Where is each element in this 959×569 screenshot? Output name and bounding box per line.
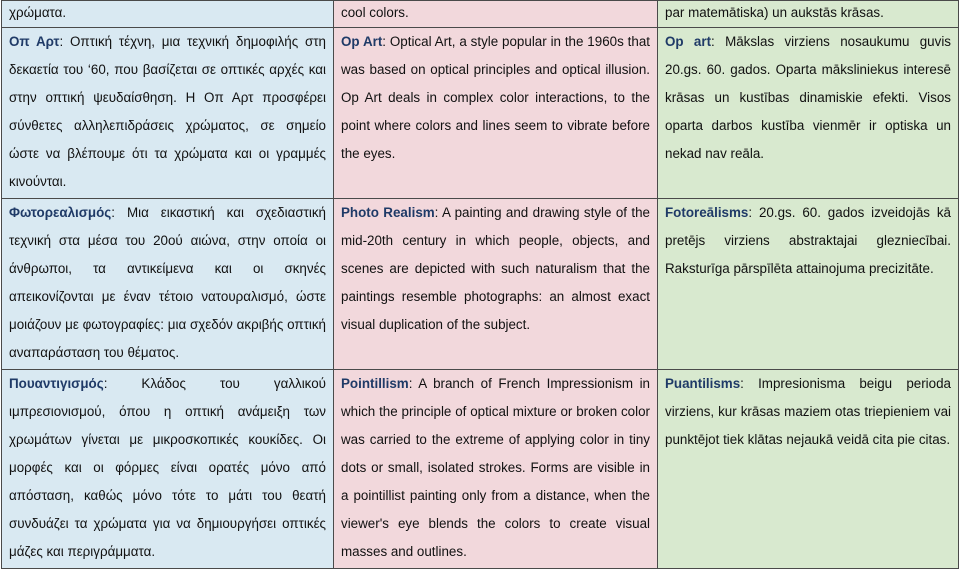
term-english: Op Art [341,34,383,49]
table-row [2,28,959,199]
table-row [2,199,959,370]
term-latvian: Op art [665,34,712,49]
cell-latvian [658,199,959,370]
definition-english: : Optical Art, a style popular in the 1960s that was based on optical principles and optical illusion. Op Art deals in complex color interactions, to the point where colors and lines seem to vibrate before the eyes. [341,34,650,161]
definition-english: cool colors. [341,5,409,20]
definition-greek: : Κλάδος του γαλλικού ιμπρεσιονισμού, όπου η οπτική ανάμειξη των χρωμάτων γίνεται με μικροσκοπικές κουκίδες. Οι μορφές και οι φόρμες είναι ορατές μόνο από απόσταση, καθώς μόνο τότε το μάτι του θεατή συνδυάζει τα χρώματα για να δημιουργήσει οπτικές μάζες και περιγράμματα. [9,376,326,559]
cell-greek [2,370,334,569]
cell-latvian [658,28,959,199]
term-english: Photo Realism [341,205,435,220]
cell-english [334,370,658,569]
glossary-table [1,0,959,569]
cell-english [334,28,658,199]
table-row [2,370,959,569]
table-row [2,1,959,28]
term-english: Pointillism [341,376,409,391]
cell-greek [2,1,334,28]
term-greek: Οπ Αρτ [9,34,60,49]
cell-latvian [658,1,959,28]
cell-english [334,1,658,28]
term-greek: Φωτορεαλισμός [9,205,112,220]
definition-latvian: : Impresionisma beigu perioda virziens, kur krāsas maziem otas triepieniem vai punktējot tiek klātas nejaukā veidā cita pie citas. [665,376,951,447]
term-latvian: Puantilisms [665,376,741,391]
cell-english [334,199,658,370]
definition-latvian: : 20.gs. 60. gados izveidojās kā pretējs virziens abstraktajai glezniecībai. Raksturīga pārspīlēta attainojuma precizitāte. [665,205,951,276]
cell-greek [2,199,334,370]
term-latvian: Fotoreālisms [665,205,749,220]
definition-latvian: : Mākslas virziens nosaukumu guvis 20.gs. 60. gados. Oparta māksliniekus interesē krāsas un kustības dinamiskie efekti. Visos oparta darbos kustība vienmēr ir optiska un nekad nav reāla. [665,34,951,161]
definition-latvian: par matemātiska) un aukstās krāsas. [665,5,884,20]
definition-greek: : Μια εικαστική και σχεδιαστική τεχνική στα μέσα του 20ού αιώνα, στην οποία οι άνθρωποι, τα αντικείμενα και οι σκηνές απεικονίζονται με έναν τέτοιο νατουραλισμό, ώστε μοιάζουν με φωτογραφίες: μια σχεδόν ακριβής οπτική αναπαράσταση του θέματος. [9,205,326,360]
definition-greek: χρώματα. [9,5,67,20]
definition-english: : A branch of French Impressionism in which the principle of optical mixture or broken color was carried to the extreme of applying color in tiny dots or small, isolated strokes. Forms are visible in a pointillist painting only from a distance, when the viewer's eye blends the colors to create visual masses and outlines. [341,376,650,559]
term-greek: Πουαντιγισμός [9,376,104,391]
cell-greek [2,28,334,199]
definition-english: : A painting and drawing style of the mid-20th century in which people, objects, and scenes are depicted with such naturalism that the paintings resemble photographs: an almost exact visual duplication of the subject. [341,205,650,332]
definition-greek: : Οπτική τέχνη, μια τεχνική δημοφιλής στη δεκαετία του ‘60, που βασίζεται σε οπτικές αρχές και στην οπτική ψευδαίσθηση. Η Οπ Αρτ προσφέρει σύνθετες αλληλεπιδράσεις χρώματος, σε σημείο ώστε να βλέπουμε ότι τα χρώματα και οι γραμμές κινούνται. [9,34,326,189]
cell-latvian [658,370,959,569]
